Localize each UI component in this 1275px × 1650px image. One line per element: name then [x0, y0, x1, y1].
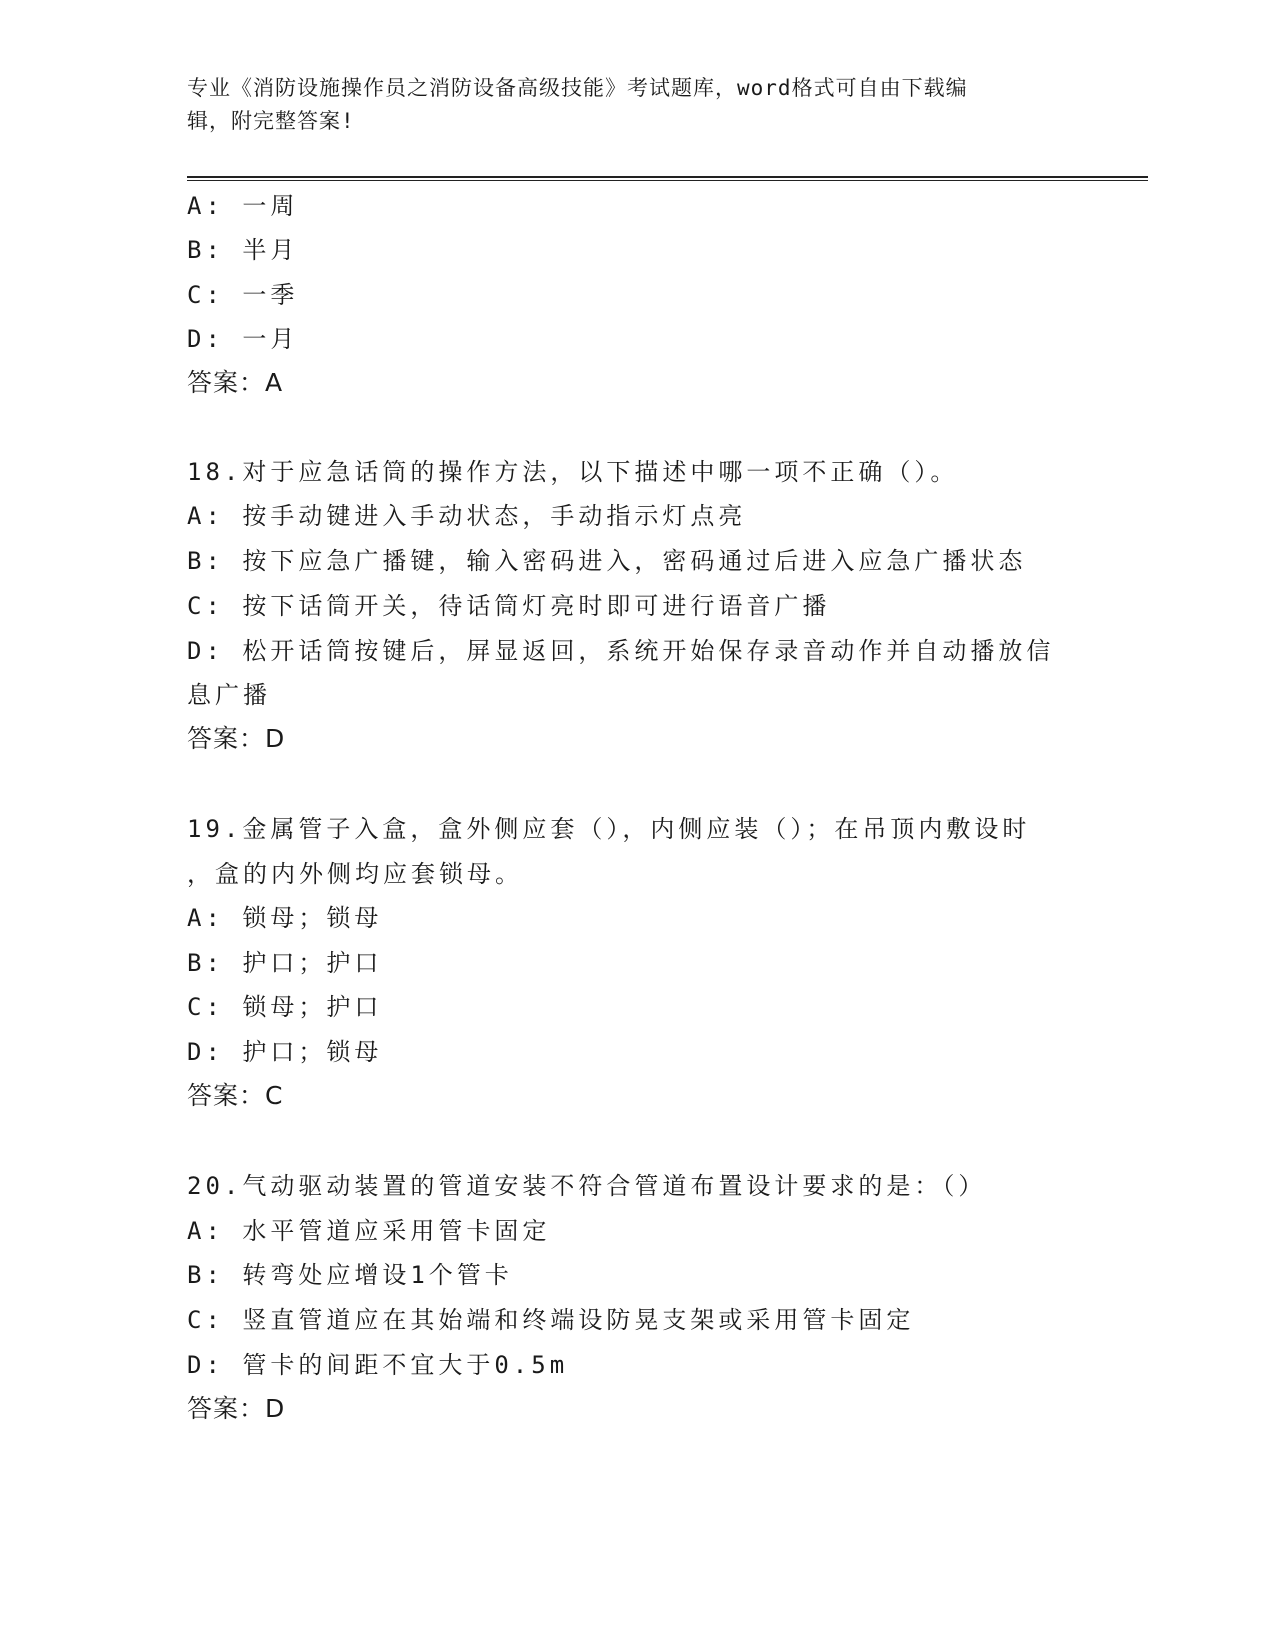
q17-answer: 答案：A — [187, 368, 284, 397]
q20-option-c: C: 竖直管道应在其始端和终端设防晃支架或采用管卡固定 — [187, 1306, 915, 1334]
q19-option-d: D: 护口；锁母 — [187, 1038, 383, 1066]
q18-option-d: D: 松开话筒按键后，屏显返回，系统开始保存录音动作并自动播放信 — [187, 637, 1055, 665]
q19-answer: 答案：C — [187, 1081, 284, 1110]
q20-question: 20.气动驱动装置的管道安装不符合管道布置设计要求的是：（） — [187, 1172, 987, 1200]
q19-question-line-1: 19.金属管子入盒，盒外侧应套（），内侧应装（）；在吊顶内敷设时 — [187, 815, 1031, 843]
header-line-2: 辑，附完整答案! — [187, 109, 355, 133]
q18-question: 18.对于应急话筒的操作方法，以下描述中哪一项不正确（）。 — [187, 458, 959, 486]
q19-option-a: A: 锁母；锁母 — [187, 904, 383, 932]
q18-option-b: B: 按下应急广播键，输入密码进入，密码通过后进入应急广播状态 — [187, 547, 1027, 575]
q19-option-b: B: 护口；护口 — [187, 949, 383, 977]
q17-option-b: B: 半月 — [187, 236, 299, 264]
q20-option-d: D: 管卡的间距不宜大于0.5m — [187, 1351, 569, 1379]
q18-option-a: A: 按手动键进入手动状态，手动指示灯点亮 — [187, 502, 747, 530]
q20-answer: 答案：D — [187, 1394, 286, 1423]
q17-option-c: C: 一季 — [187, 281, 299, 309]
q18-option-d-continuation: 息广播 — [187, 681, 271, 709]
header-line-1: 专业《消防设施操作员之消防设备高级技能》考试题库，word格式可自由下载编 — [187, 76, 968, 100]
header-divider-thin — [187, 180, 1148, 181]
document-header — [187, 72, 1087, 138]
q19-option-c: C: 锁母；护口 — [187, 993, 383, 1021]
q18-option-c: C: 按下话筒开关，待话筒灯亮时即可进行语音广播 — [187, 592, 831, 620]
q20-option-a: A: 水平管道应采用管卡固定 — [187, 1217, 551, 1245]
q18-answer: 答案：D — [187, 724, 286, 753]
q19-question-line-2: ，盒的内外侧均应套锁母。 — [187, 860, 523, 888]
q20-option-b: B: 转弯处应增设1个管卡 — [187, 1261, 513, 1289]
q17-option-a: A: 一周 — [187, 192, 299, 220]
q17-option-d: D: 一月 — [187, 325, 299, 353]
header-divider — [187, 176, 1148, 178]
